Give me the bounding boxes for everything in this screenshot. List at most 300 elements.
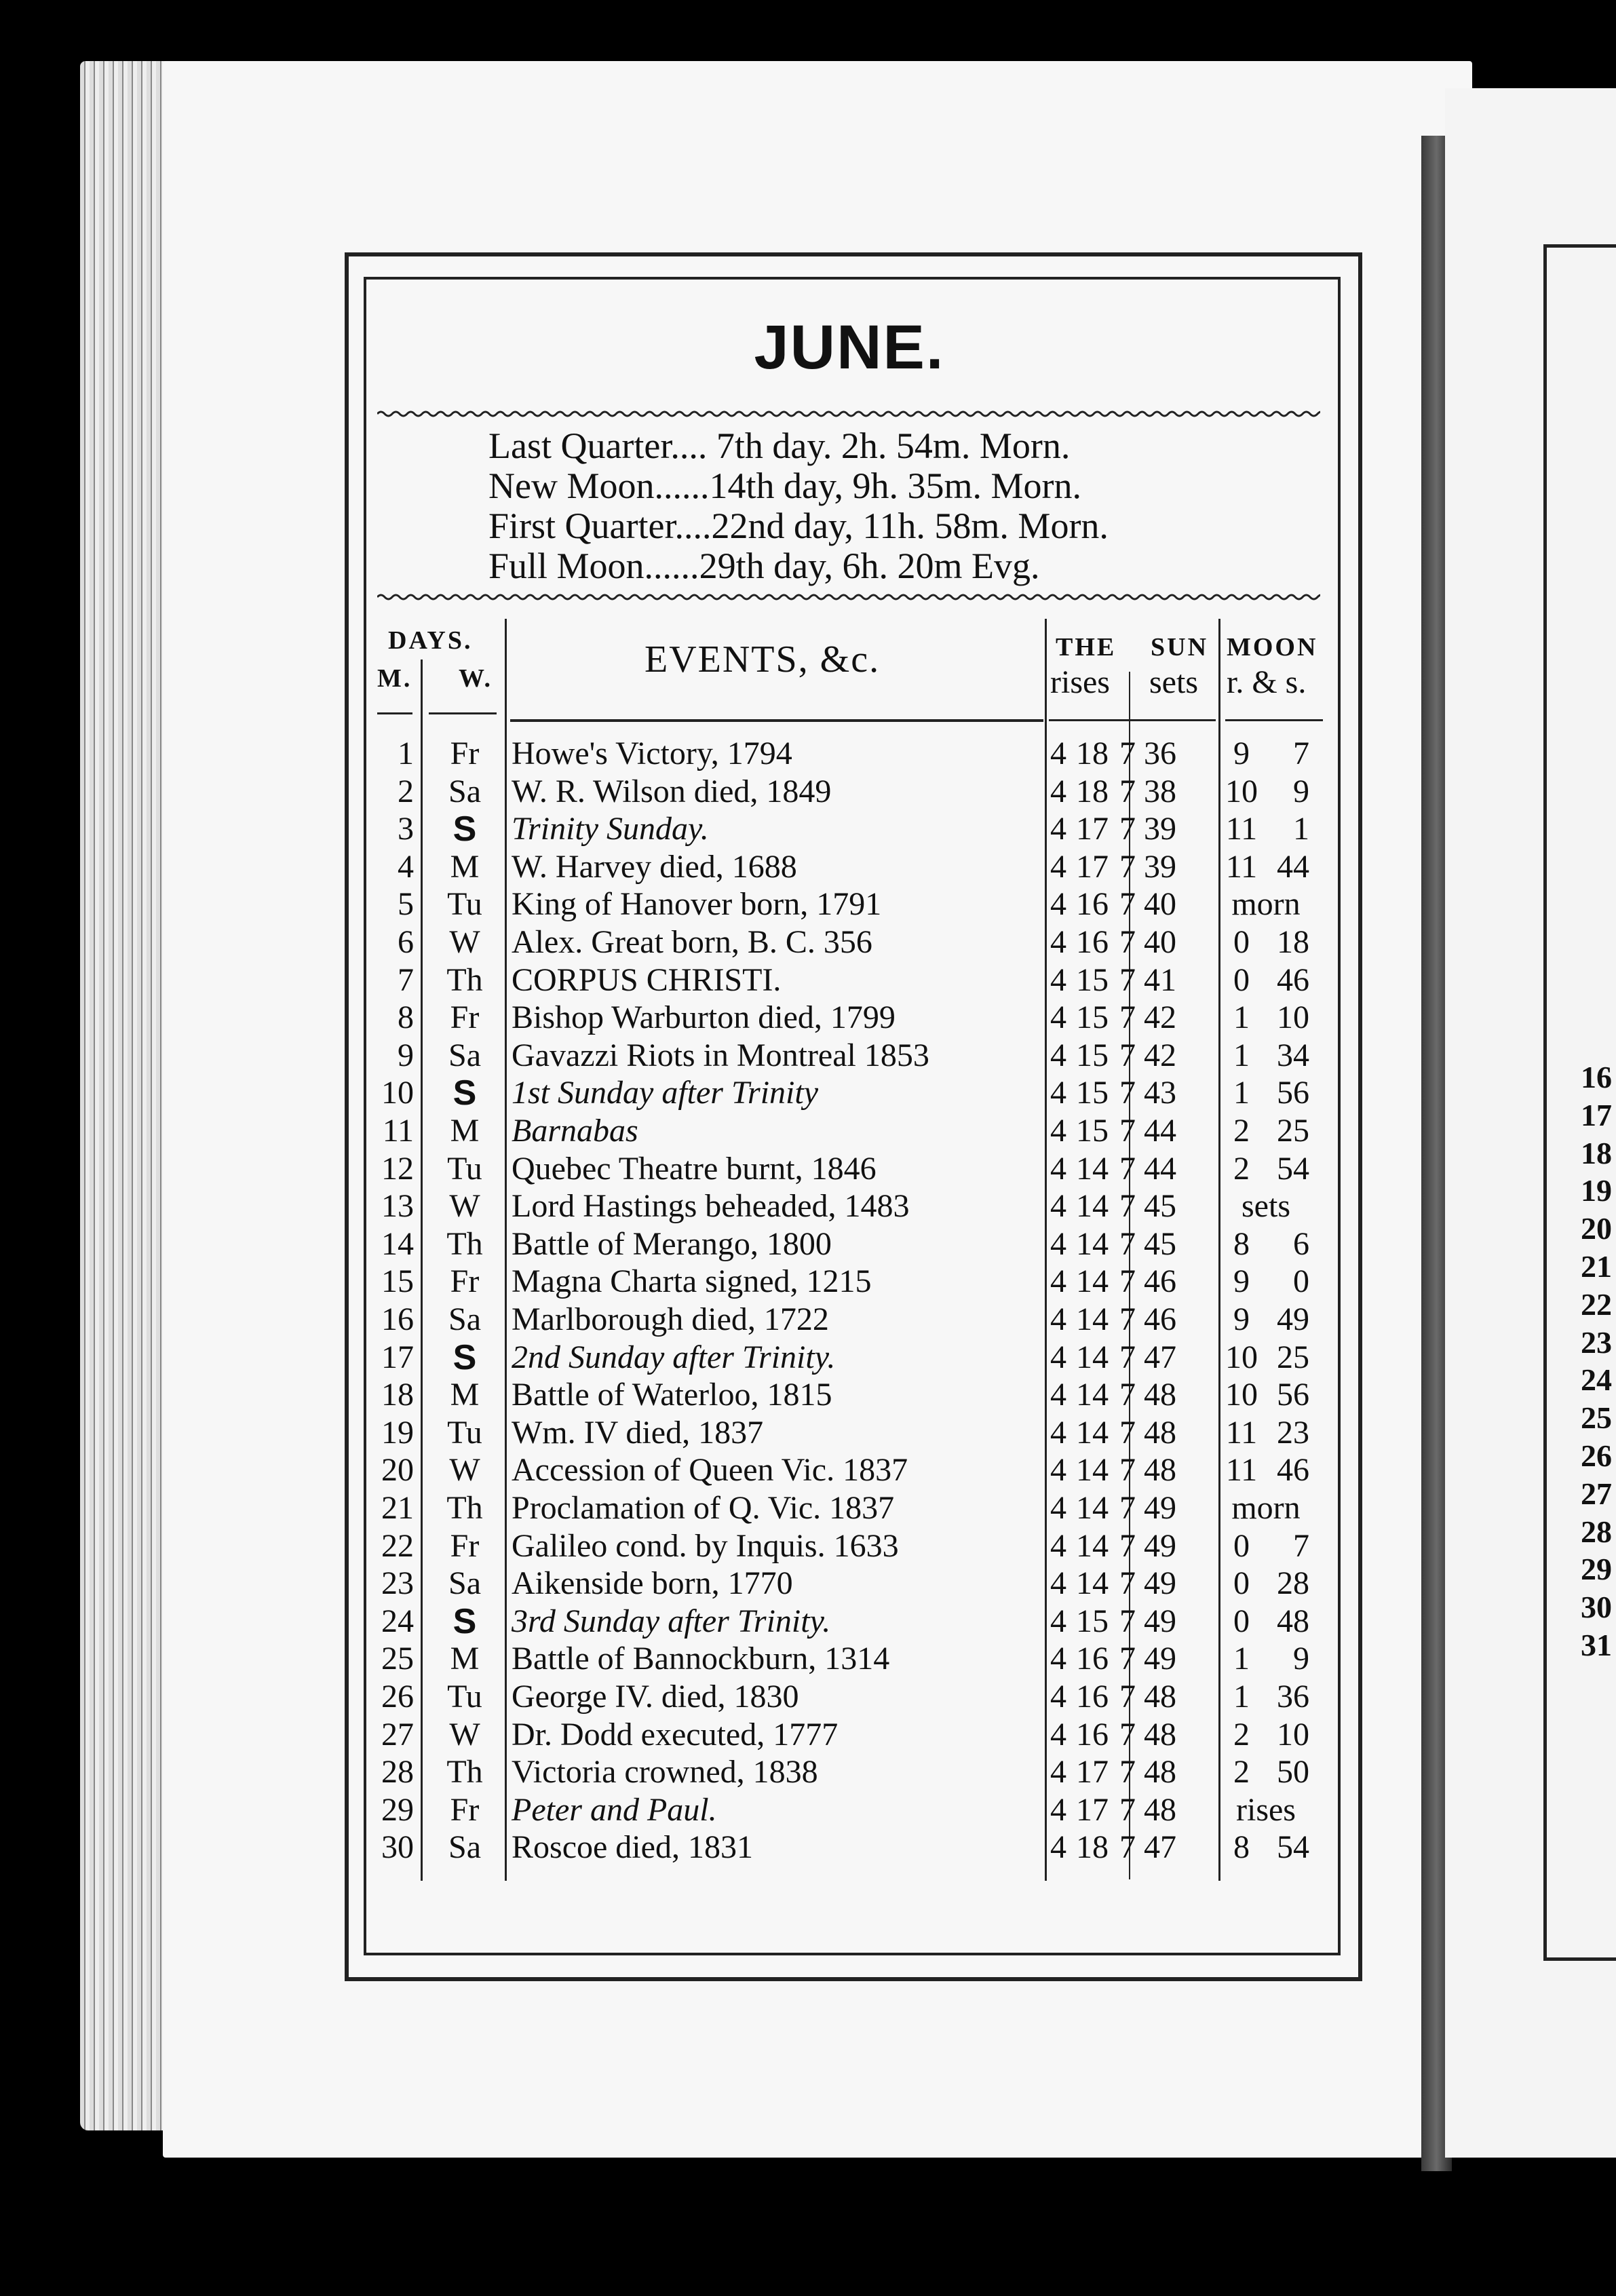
sunrise-hour: 4 xyxy=(1050,1414,1066,1451)
day-of-week: Th xyxy=(446,1754,483,1791)
sunset-hour: 7 xyxy=(1119,999,1136,1036)
sunrise-hour: 4 xyxy=(1050,999,1066,1036)
sunset-hour: 7 xyxy=(1119,735,1136,771)
moon-hour: 8 xyxy=(1233,1225,1250,1262)
moon-minute: 23 xyxy=(1277,1414,1309,1451)
sunset-minute: 39 xyxy=(1144,848,1176,885)
sunrise-hour: 4 xyxy=(1050,1037,1066,1073)
header-moon: MOON xyxy=(1227,633,1318,662)
sunset-minute: 49 xyxy=(1144,1603,1176,1639)
facing-day-number: 28 xyxy=(1581,1514,1612,1549)
header-days: DAYS. xyxy=(388,626,473,655)
sunrise-hour: 4 xyxy=(1050,1339,1066,1375)
sunset-hour: 7 xyxy=(1119,1829,1136,1866)
sunrise-minute: 16 xyxy=(1076,1679,1109,1715)
sunrise-hour: 4 xyxy=(1050,848,1066,885)
sunset-hour: 7 xyxy=(1119,1113,1136,1149)
day-of-month: 14 xyxy=(381,1225,414,1262)
moon-minute: 48 xyxy=(1277,1603,1309,1639)
table-row xyxy=(366,999,1330,1037)
day-of-week: Fr xyxy=(450,1527,480,1564)
day-of-month: 28 xyxy=(381,1754,414,1791)
sunrise-minute: 16 xyxy=(1076,1641,1109,1677)
table-row xyxy=(366,810,1330,848)
sunset-minute: 48 xyxy=(1144,1452,1176,1489)
day-of-month: 16 xyxy=(381,1301,414,1337)
day-of-month: 25 xyxy=(381,1641,414,1677)
table-row xyxy=(366,1301,1330,1339)
moon-minute: 54 xyxy=(1277,1150,1309,1187)
sunset-hour: 7 xyxy=(1119,1490,1136,1526)
day-of-week: Tu xyxy=(447,1679,482,1715)
sunset-minute: 46 xyxy=(1144,1263,1176,1300)
moon-minute: 25 xyxy=(1277,1339,1309,1375)
sunset-minute: 48 xyxy=(1144,1716,1176,1753)
facing-day-number: 29 xyxy=(1581,1552,1612,1587)
facing-day-number: 24 xyxy=(1581,1362,1612,1398)
sunset-hour: 7 xyxy=(1119,1414,1136,1451)
moon-hour: 10 xyxy=(1225,1377,1258,1413)
rule-header-events xyxy=(510,719,1043,722)
moon-minute: 46 xyxy=(1277,961,1309,998)
day-of-month: 15 xyxy=(381,1263,414,1300)
sunrise-minute: 17 xyxy=(1076,1791,1109,1828)
event-text: King of Hanover born, 1791 xyxy=(512,886,882,923)
day-of-week: W xyxy=(449,1716,480,1753)
table-row xyxy=(366,961,1330,999)
header-events: EVENTS, &c. xyxy=(645,638,881,681)
day-of-month: 24 xyxy=(381,1603,414,1639)
moon-minute: 34 xyxy=(1277,1037,1309,1073)
event-text: 2nd Sunday after Trinity. xyxy=(512,1339,836,1375)
event-text: W. R. Wilson died, 1849 xyxy=(512,773,832,809)
day-of-month: 5 xyxy=(398,886,414,923)
day-of-week: M xyxy=(450,1113,480,1149)
event-text: Battle of Waterloo, 1815 xyxy=(512,1377,832,1413)
sunset-hour: 7 xyxy=(1119,848,1136,885)
sunrise-minute: 17 xyxy=(1076,848,1109,885)
event-text: 3rd Sunday after Trinity. xyxy=(512,1603,831,1639)
sunrise-hour: 4 xyxy=(1050,1490,1066,1526)
event-text: Battle of Merango, 1800 xyxy=(512,1225,832,1262)
sunrise-hour: 4 xyxy=(1050,961,1066,998)
sunset-hour: 7 xyxy=(1119,773,1136,809)
sunrise-minute: 14 xyxy=(1076,1414,1109,1451)
sunrise-hour: 4 xyxy=(1050,1565,1066,1602)
sunset-minute: 47 xyxy=(1144,1829,1176,1866)
day-of-week: Th xyxy=(446,1225,483,1262)
facing-day-number: 30 xyxy=(1581,1590,1612,1625)
rule-header-moon xyxy=(1225,719,1323,721)
moon-hour: 11 xyxy=(1225,848,1258,885)
header-sun: SUN xyxy=(1151,633,1209,662)
facing-page-day-numbers xyxy=(1581,1058,1616,1664)
sunset-hour: 7 xyxy=(1119,1075,1136,1111)
moon-minute: 46 xyxy=(1277,1452,1309,1489)
day-of-month: 4 xyxy=(398,848,414,885)
sunrise-minute: 17 xyxy=(1076,1754,1109,1791)
facing-day-number: 25 xyxy=(1581,1400,1612,1436)
wavy-rule-bottom xyxy=(377,589,1320,605)
event-text: Victoria crowned, 1838 xyxy=(512,1754,818,1791)
sunrise-minute: 14 xyxy=(1076,1565,1109,1602)
sunset-minute: 40 xyxy=(1144,924,1176,960)
header-week-day: W. xyxy=(459,664,493,693)
moon-phases xyxy=(488,426,1303,586)
header-the: THE xyxy=(1056,633,1117,662)
sunset-hour: 7 xyxy=(1119,1603,1136,1639)
sunrise-hour: 4 xyxy=(1050,1716,1066,1753)
moon-hour: 10 xyxy=(1225,1339,1258,1375)
moon-minute: 10 xyxy=(1277,1716,1309,1753)
sunset-hour: 7 xyxy=(1119,1225,1136,1262)
table-row xyxy=(366,1603,1330,1641)
sunset-hour: 7 xyxy=(1119,1754,1136,1791)
sunrise-minute: 15 xyxy=(1076,1603,1109,1639)
sunrise-minute: 15 xyxy=(1076,1113,1109,1149)
facing-day-number: 17 xyxy=(1581,1097,1612,1132)
day-of-month: 23 xyxy=(381,1565,414,1602)
moon-hour: 0 xyxy=(1233,1603,1250,1639)
sunset-minute: 48 xyxy=(1144,1754,1176,1791)
sunrise-minute: 14 xyxy=(1076,1527,1109,1564)
sunset-minute: 42 xyxy=(1144,1037,1176,1073)
day-of-week: Th xyxy=(446,1490,483,1526)
moon-hour: 0 xyxy=(1233,1527,1250,1564)
moon-hour: 11 xyxy=(1225,811,1258,847)
phase-last-quarter: Last Quarter.... 7th day. 2h. 54m. Morn. xyxy=(488,425,1071,466)
moon-event: rises xyxy=(1236,1791,1296,1828)
table-row xyxy=(366,1489,1330,1527)
moon-minute: 44 xyxy=(1277,848,1309,885)
day-of-month: 20 xyxy=(381,1452,414,1489)
facing-day-number: 16 xyxy=(1581,1060,1612,1094)
sunset-minute: 45 xyxy=(1144,1188,1176,1225)
table-row xyxy=(366,1376,1330,1414)
day-of-month: 27 xyxy=(381,1716,414,1753)
sunset-minute: 49 xyxy=(1144,1490,1176,1526)
moon-minute: 25 xyxy=(1277,1113,1309,1149)
sunrise-hour: 4 xyxy=(1050,1113,1066,1149)
sunrise-hour: 4 xyxy=(1050,1791,1066,1828)
sunset-hour: 7 xyxy=(1119,1377,1136,1413)
moon-minute: 6 xyxy=(1293,1225,1309,1262)
moon-hour: 0 xyxy=(1233,1565,1250,1602)
header-rises: rises xyxy=(1050,664,1110,700)
sunset-minute: 39 xyxy=(1144,811,1176,847)
moon-minute: 9 xyxy=(1293,773,1309,809)
event-text: W. Harvey died, 1688 xyxy=(512,848,797,885)
moon-hour: 9 xyxy=(1233,735,1250,771)
facing-day-number: 22 xyxy=(1581,1286,1612,1322)
event-text: Peter and Paul. xyxy=(512,1791,717,1828)
sunset-minute: 46 xyxy=(1144,1301,1176,1337)
facing-day-number: 27 xyxy=(1581,1476,1612,1511)
day-of-week: M xyxy=(450,1377,480,1413)
day-of-month: 6 xyxy=(398,924,414,960)
sunset-minute: 44 xyxy=(1144,1113,1176,1149)
sunset-minute: 49 xyxy=(1144,1641,1176,1677)
table-row xyxy=(366,1112,1330,1150)
event-text: Dr. Dodd executed, 1777 xyxy=(512,1716,839,1753)
sunset-hour: 7 xyxy=(1119,1791,1136,1828)
sunset-hour: 7 xyxy=(1119,1263,1136,1300)
table-row xyxy=(366,1678,1330,1716)
table-row xyxy=(366,773,1330,811)
day-of-week: Th xyxy=(446,961,483,998)
moon-hour: 0 xyxy=(1233,924,1250,960)
sunrise-minute: 14 xyxy=(1076,1150,1109,1187)
table-row xyxy=(366,1565,1330,1603)
day-of-week: S xyxy=(453,1073,477,1113)
sunset-minute: 47 xyxy=(1144,1339,1176,1375)
sunset-minute: 48 xyxy=(1144,1791,1176,1828)
sunrise-minute: 18 xyxy=(1076,735,1109,771)
event-text: Wm. IV died, 1837 xyxy=(512,1414,764,1451)
day-of-month: 2 xyxy=(398,773,414,809)
sunrise-minute: 15 xyxy=(1076,1037,1109,1073)
table-row xyxy=(366,1225,1330,1263)
sunrise-hour: 4 xyxy=(1050,1679,1066,1715)
moon-minute: 50 xyxy=(1277,1754,1309,1791)
sunrise-minute: 16 xyxy=(1076,886,1109,923)
sunset-hour: 7 xyxy=(1119,1716,1136,1753)
sunrise-minute: 14 xyxy=(1076,1263,1109,1300)
sunset-minute: 43 xyxy=(1144,1075,1176,1111)
sunrise-minute: 14 xyxy=(1076,1339,1109,1375)
sunrise-hour: 4 xyxy=(1050,1188,1066,1225)
table-row xyxy=(366,1263,1330,1301)
moon-hour: 1 xyxy=(1233,1075,1250,1111)
sunset-hour: 7 xyxy=(1119,1527,1136,1564)
table-row xyxy=(366,923,1330,961)
day-of-week: M xyxy=(450,848,480,885)
moon-hour: 1 xyxy=(1233,1037,1250,1073)
facing-day-number: 20 xyxy=(1581,1211,1612,1246)
moon-minute: 28 xyxy=(1277,1565,1309,1602)
moon-hour: 11 xyxy=(1225,1452,1258,1489)
month-title: JUNE. xyxy=(754,313,945,382)
sunset-hour: 7 xyxy=(1119,1565,1136,1602)
sunrise-hour: 4 xyxy=(1050,1225,1066,1262)
sunrise-minute: 17 xyxy=(1076,811,1109,847)
moon-hour: 2 xyxy=(1233,1754,1250,1791)
sunrise-minute: 16 xyxy=(1076,924,1109,960)
event-text: Quebec Theatre burnt, 1846 xyxy=(512,1150,877,1187)
event-text: Aikenside born, 1770 xyxy=(512,1565,793,1602)
sunrise-hour: 4 xyxy=(1050,1452,1066,1489)
moon-hour: 11 xyxy=(1225,1414,1258,1451)
event-text: Gavazzi Riots in Montreal 1853 xyxy=(512,1037,929,1073)
event-text: Alex. Great born, B. C. 356 xyxy=(512,924,872,960)
sunrise-hour: 4 xyxy=(1050,1075,1066,1111)
sunrise-minute: 14 xyxy=(1076,1301,1109,1337)
rule-header-w xyxy=(429,712,497,714)
header-sets: sets xyxy=(1149,664,1198,700)
day-of-week: Sa xyxy=(448,1301,481,1337)
sunset-hour: 7 xyxy=(1119,1679,1136,1715)
moon-minute: 54 xyxy=(1277,1829,1309,1866)
sunrise-hour: 4 xyxy=(1050,886,1066,923)
event-text: Magna Charta signed, 1215 xyxy=(512,1263,872,1300)
moon-minute: 36 xyxy=(1277,1679,1309,1715)
table-row xyxy=(366,1187,1330,1225)
sunrise-hour: 4 xyxy=(1050,1641,1066,1677)
table-row xyxy=(366,1527,1330,1565)
moon-event: sets xyxy=(1242,1188,1290,1225)
sunrise-minute: 18 xyxy=(1076,773,1109,809)
facing-day-number: 26 xyxy=(1581,1438,1612,1473)
moon-minute: 1 xyxy=(1293,811,1309,847)
sunset-minute: 45 xyxy=(1144,1225,1176,1262)
day-of-month: 13 xyxy=(381,1188,414,1225)
event-text: Lord Hastings beheaded, 1483 xyxy=(512,1188,910,1225)
table-row xyxy=(366,1640,1330,1678)
table-row xyxy=(366,1791,1330,1829)
table-row xyxy=(366,1829,1330,1867)
day-of-week: Sa xyxy=(448,1037,481,1073)
moon-minute: 7 xyxy=(1293,735,1309,771)
sunrise-hour: 4 xyxy=(1050,1754,1066,1791)
event-text: Barnabas xyxy=(512,1113,638,1149)
sunset-hour: 7 xyxy=(1119,961,1136,998)
day-of-month: 11 xyxy=(382,1113,414,1149)
day-of-month: 30 xyxy=(381,1829,414,1866)
sunrise-minute: 14 xyxy=(1076,1377,1109,1413)
sunset-hour: 7 xyxy=(1119,886,1136,923)
sunset-hour: 7 xyxy=(1119,1188,1136,1225)
sunrise-minute: 14 xyxy=(1076,1225,1109,1262)
sunset-minute: 49 xyxy=(1144,1565,1176,1602)
day-of-week: Fr xyxy=(450,999,480,1036)
day-of-month: 7 xyxy=(398,961,414,998)
event-text: Bishop Warburton died, 1799 xyxy=(512,999,896,1036)
moon-minute: 10 xyxy=(1277,999,1309,1036)
sunrise-hour: 4 xyxy=(1050,924,1066,960)
rule-header-m xyxy=(377,712,412,714)
facing-day-number: 31 xyxy=(1581,1627,1612,1662)
event-text: Proclamation of Q. Vic. 1837 xyxy=(512,1490,895,1526)
day-of-week: S xyxy=(453,809,477,849)
moon-hour: 2 xyxy=(1233,1150,1250,1187)
moon-hour: 9 xyxy=(1233,1301,1250,1337)
moon-minute: 7 xyxy=(1293,1527,1309,1564)
moon-hour: 1 xyxy=(1233,1641,1250,1677)
sunrise-minute: 15 xyxy=(1076,961,1109,998)
sunset-hour: 7 xyxy=(1119,811,1136,847)
day-of-month: 1 xyxy=(398,735,414,771)
moon-event: morn xyxy=(1231,886,1301,923)
event-text: Roscoe died, 1831 xyxy=(512,1829,753,1866)
moon-hour: 10 xyxy=(1225,773,1258,809)
event-text: George IV. died, 1830 xyxy=(512,1679,799,1715)
day-of-month: 9 xyxy=(398,1037,414,1073)
day-of-week: Fr xyxy=(450,1263,480,1300)
sunset-minute: 40 xyxy=(1144,886,1176,923)
day-of-month: 26 xyxy=(381,1679,414,1715)
sunset-minute: 48 xyxy=(1144,1679,1176,1715)
table-row xyxy=(366,735,1330,773)
moon-minute: 9 xyxy=(1293,1641,1309,1677)
facing-day-number: 23 xyxy=(1581,1324,1612,1360)
sunset-minute: 44 xyxy=(1144,1150,1176,1187)
moon-hour: 2 xyxy=(1233,1113,1250,1149)
sunset-hour: 7 xyxy=(1119,1452,1136,1489)
sunrise-hour: 4 xyxy=(1050,1263,1066,1300)
facing-day-number: 18 xyxy=(1581,1135,1612,1170)
sunrise-hour: 4 xyxy=(1050,1301,1066,1337)
event-text: CORPUS CHRISTI. xyxy=(512,961,782,998)
day-of-week: W xyxy=(449,1452,480,1489)
day-of-week: Sa xyxy=(448,773,481,809)
moon-minute: 49 xyxy=(1277,1301,1309,1337)
day-of-week: Fr xyxy=(450,1791,480,1828)
day-of-month: 3 xyxy=(398,811,414,847)
day-of-month: 19 xyxy=(381,1414,414,1451)
sunset-hour: 7 xyxy=(1119,1150,1136,1187)
event-text: Accession of Queen Vic. 1837 xyxy=(512,1452,908,1489)
sunrise-minute: 16 xyxy=(1076,1716,1109,1753)
sunrise-minute: 14 xyxy=(1076,1490,1109,1526)
moon-hour: 1 xyxy=(1233,1679,1250,1715)
moon-hour: 1 xyxy=(1233,999,1250,1036)
day-of-month: 17 xyxy=(381,1339,414,1375)
day-of-month: 22 xyxy=(381,1527,414,1564)
table-row xyxy=(366,1074,1330,1112)
day-of-week: Fr xyxy=(450,735,480,771)
rule-header-sun xyxy=(1049,719,1216,721)
sunrise-hour: 4 xyxy=(1050,1527,1066,1564)
day-of-week: M xyxy=(450,1641,480,1677)
day-of-month: 18 xyxy=(381,1377,414,1413)
sunrise-hour: 4 xyxy=(1050,773,1066,809)
event-text: Howe's Victory, 1794 xyxy=(512,735,792,771)
sunset-minute: 48 xyxy=(1144,1414,1176,1451)
table-row xyxy=(366,885,1330,923)
moon-hour: 8 xyxy=(1233,1829,1250,1866)
event-text: Galileo cond. by Inquis. 1633 xyxy=(512,1527,899,1564)
phase-full-moon: Full Moon......29th day, 6h. 20m Evg. xyxy=(488,546,1040,586)
day-of-week: W xyxy=(449,924,480,960)
moon-event: morn xyxy=(1231,1490,1301,1526)
moon-minute: 56 xyxy=(1277,1075,1309,1111)
sunset-minute: 48 xyxy=(1144,1377,1176,1413)
moon-hour: 0 xyxy=(1233,961,1250,998)
header-month-day: M. xyxy=(377,664,412,693)
table-row xyxy=(366,1753,1330,1791)
sunrise-hour: 4 xyxy=(1050,811,1066,847)
wavy-rule-top xyxy=(377,406,1320,422)
table-row xyxy=(366,1451,1330,1489)
sunset-minute: 36 xyxy=(1144,735,1176,771)
sunset-hour: 7 xyxy=(1119,924,1136,960)
event-text: 1st Sunday after Trinity xyxy=(512,1075,819,1111)
table-row xyxy=(366,1037,1330,1075)
table-row xyxy=(366,1414,1330,1452)
sunrise-hour: 4 xyxy=(1050,1150,1066,1187)
sunrise-hour: 4 xyxy=(1050,1377,1066,1413)
table-row xyxy=(366,1716,1330,1754)
sunset-hour: 7 xyxy=(1119,1339,1136,1375)
facing-day-number: 21 xyxy=(1581,1248,1612,1284)
sunrise-minute: 14 xyxy=(1076,1452,1109,1489)
moon-minute: 56 xyxy=(1277,1377,1309,1413)
sunrise-hour: 4 xyxy=(1050,735,1066,771)
sunset-hour: 7 xyxy=(1119,1301,1136,1337)
day-of-week: Tu xyxy=(447,1414,482,1451)
day-of-week: Sa xyxy=(448,1565,481,1602)
facing-day-number: 19 xyxy=(1581,1173,1612,1208)
